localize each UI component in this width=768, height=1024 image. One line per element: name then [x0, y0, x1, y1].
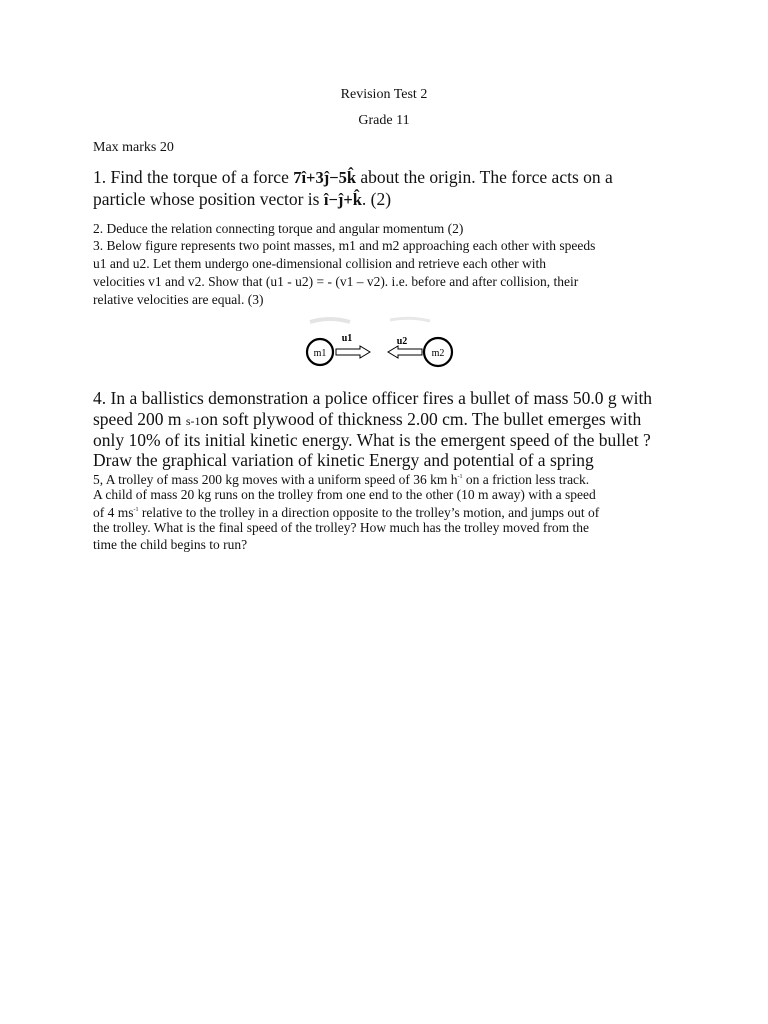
question-3-line-3: velocities v1 and v2. Show that (u1 - u2) = - (v1 – v2). i.e. before and after collision, their: [93, 274, 579, 289]
test-title: Revision Test 2: [340, 87, 428, 102]
collision-figure: [290, 314, 470, 376]
question-4-line-3: only 10% of its initial kinetic energy. What is the emergent speed of the bullet ?: [93, 430, 651, 450]
q1-text-b: about the origin. The force acts on a: [356, 167, 613, 187]
grade-label: Grade 11: [358, 113, 410, 128]
question-3-line-4: relative velocities are equal. (3): [93, 292, 264, 307]
question-4-line-4: Draw the graphical variation of kinetic Energy and potential of a spring: [93, 450, 594, 470]
q5-sup-2: -1: [133, 507, 139, 513]
question-1-line-2: [93, 188, 391, 212]
q4-unit: s-1: [185, 414, 201, 428]
q1-text-a: 1. Find the torque of a force: [93, 167, 294, 187]
question-5-line-5: time the child begins to run?: [93, 537, 248, 552]
q5-text-d: relative to the trolley in a direction opposite to the trolley’s motion, and jumps out of: [138, 505, 600, 520]
q4-text-b: on soft plywood of thickness 2.00 cm. The bullet emerges with: [200, 409, 642, 429]
arrow-left-icon: [388, 346, 422, 358]
speed-2-label: u2: [396, 336, 408, 347]
question-5-line-4: the trolley. What is the final speed of the trolley? How much has the trolley moved from the: [93, 520, 589, 535]
question-5-line-2: A child of mass 20 kg runs on the trolley from one end to the other (10 m away) with a speed: [93, 487, 596, 502]
q1-text-c: particle whose position vector is: [93, 189, 324, 209]
q5-sup-1: -1: [457, 474, 463, 480]
force-vector: 7î+3ĵ−5k̂: [293, 168, 357, 187]
q5-text-c: of 4 ms: [93, 505, 134, 520]
q4-text-a: speed 200 m: [93, 409, 186, 429]
q5-text-a: 5, A trolley of mass 200 kg moves with a uniform speed of 36 km h: [93, 472, 458, 487]
question-3-line-1: 3. Below figure represents two point masses, m1 and m2 approaching each other with speeds: [93, 238, 596, 253]
question-1-line-1: [93, 166, 613, 190]
mass-2-label: m2: [431, 348, 445, 359]
question-3-line-2: u1 and u2. Let them undergo one-dimensional collision and retrieve each other with: [93, 256, 546, 271]
speed-1-label: u1: [341, 333, 353, 344]
q5-text-b: on a friction less track.: [462, 472, 590, 487]
q1-text-d: . (2): [361, 189, 392, 209]
question-4-line-1: 4. In a ballistics demonstration a police officer fires a bullet of mass 50.0 g with: [93, 388, 653, 408]
max-marks: Max marks 20: [93, 140, 174, 155]
question-2: 2. Deduce the relation connecting torque and angular momentum (2): [93, 221, 464, 236]
position-vector: î−ĵ+k̂: [323, 190, 362, 209]
mass-1-label: m1: [313, 348, 327, 359]
arrow-right-icon: [336, 346, 370, 358]
